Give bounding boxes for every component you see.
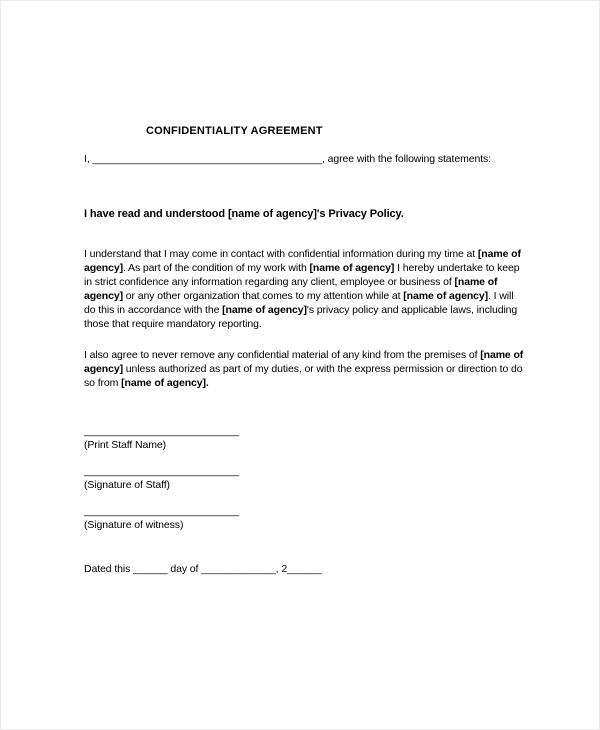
print-name-label: (Print Staff Name) [84, 439, 167, 451]
signature-block-print-name [84, 424, 526, 452]
document-title: CONFIDENTIALITY AGREEMENT [146, 125, 323, 137]
staff-signature-line: ___________________________ [84, 465, 239, 477]
staff-signature-label: (Signature of Staff) [84, 479, 170, 491]
witness-signature-label: (Signature of witness) [84, 519, 184, 531]
signature-block-staff [84, 464, 526, 492]
witness-signature-line: ___________________________ [84, 505, 239, 517]
privacy-policy-statement: I have read and understood [name of agency]'s Privacy Policy. [84, 208, 404, 220]
paragraph-confidentiality-terms: I understand that I may come in contact with confidential information during my time at [name of agency]. As part of the condition of my work with [name of agency] I hereby undertake to keep in strict confidence any information regarding any client, employee or business of [name of agency] or any other organization that comes to my attention while at [name of agency]. I will do this in accordance with the [name of agency]'s privacy policy and applicable laws, including those that require mandatory reporting. [84, 248, 521, 330]
intro-line: I, ________________________________________, agree with the following statements: [84, 153, 491, 165]
paragraph-material-removal: I also agree to never remove any confidential material of any kind from the premises of [name of agency] unless authorized as part of my duties, or with the express permission or direction to do so from [name of agency]. [84, 349, 524, 389]
print-name-signature-line: ___________________________ [84, 425, 239, 437]
dated-line: Dated this ______ day of _____________, 2______ [84, 563, 322, 575]
signature-block-witness [84, 504, 526, 532]
